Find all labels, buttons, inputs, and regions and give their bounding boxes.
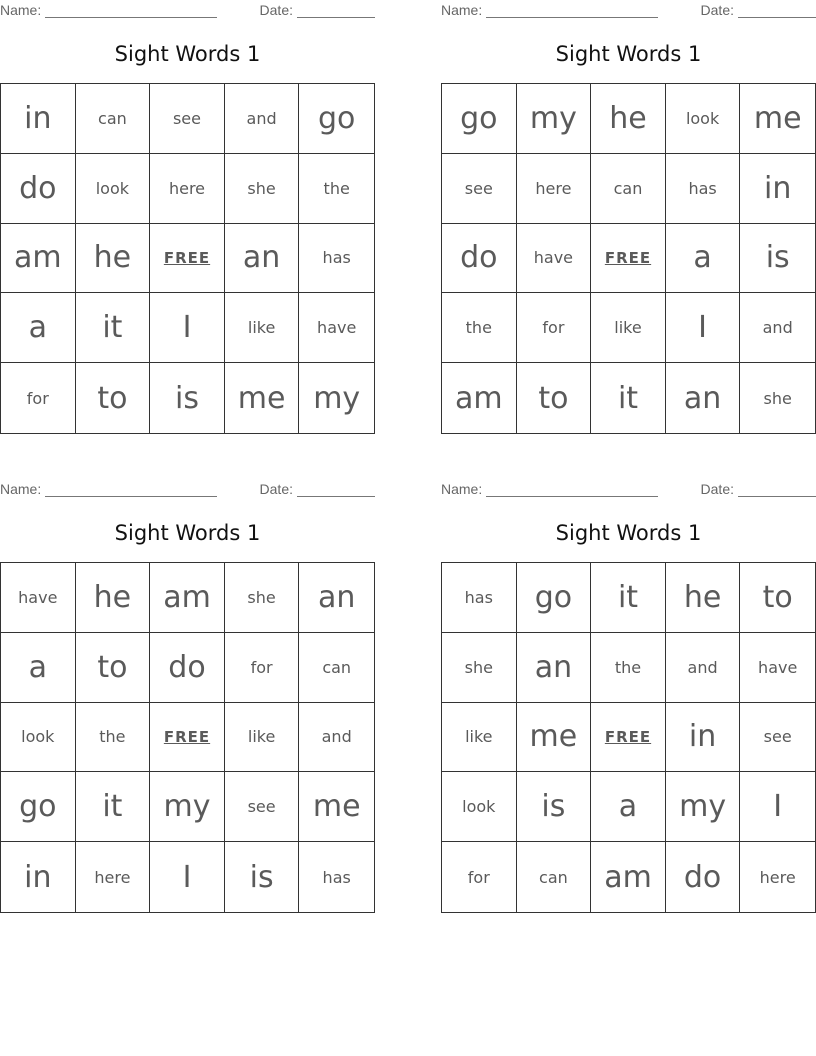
word-cell[interactable]: he — [76, 224, 151, 294]
word-cell[interactable]: here — [76, 842, 151, 912]
word-cell[interactable]: go — [517, 563, 592, 633]
word-cell[interactable]: can — [299, 633, 374, 703]
card-title: Sight Words 1 — [555, 521, 702, 545]
bingo-card-1 — [0, 0, 375, 440]
word-cell[interactable]: a — [591, 772, 666, 842]
word-cell[interactable]: do — [1, 154, 76, 224]
name-field[interactable] — [441, 481, 658, 497]
date-field[interactable] — [260, 2, 375, 18]
word-cell[interactable]: I — [740, 772, 815, 842]
bingo-card-3 — [0, 479, 375, 919]
date-field[interactable] — [701, 2, 816, 18]
date-field[interactable] — [701, 481, 816, 497]
word-cell[interactable]: to — [740, 563, 815, 633]
word-cell[interactable]: my — [666, 772, 741, 842]
word-cell[interactable]: for — [1, 363, 76, 433]
word-cell[interactable]: have — [740, 633, 815, 703]
word-cell[interactable]: see — [225, 772, 300, 842]
free-space-cell[interactable]: FREE — [150, 224, 225, 294]
date-label: Date: — [259, 481, 293, 497]
date-label: Date: — [700, 2, 734, 18]
word-cell[interactable]: in — [740, 154, 815, 224]
word-cell[interactable]: I — [150, 293, 225, 363]
word-cell[interactable]: is — [150, 363, 225, 433]
word-cell[interactable]: has — [322, 867, 351, 887]
word-cell[interactable]: in — [1, 842, 76, 912]
word-cell[interactable]: is — [740, 224, 815, 294]
name-field[interactable] — [441, 2, 658, 18]
word-cell[interactable]: do — [150, 633, 225, 703]
word-cell[interactable]: an — [666, 363, 741, 433]
word-cell[interactable]: and — [299, 703, 374, 773]
word-cell[interactable]: for — [442, 842, 517, 912]
word-cell[interactable]: do — [442, 224, 517, 294]
name-field[interactable] — [0, 481, 217, 497]
free-space-cell[interactable]: FREE — [591, 703, 666, 773]
name-label: Name: — [0, 2, 42, 18]
name-date-row — [0, 0, 375, 20]
word-cell[interactable]: like — [225, 703, 300, 773]
word-cell[interactable]: a — [666, 224, 741, 294]
word-cell[interactable]: here — [759, 867, 796, 887]
word-cell[interactable]: I — [666, 293, 741, 363]
word-cell[interactable]: see — [150, 84, 225, 154]
word-cell[interactable]: go — [1, 772, 76, 842]
word-cell[interactable]: for — [517, 293, 592, 363]
word-cell[interactable]: here — [517, 154, 592, 224]
word-cell[interactable]: has — [666, 154, 741, 224]
free-space-cell[interactable]: FREE — [591, 224, 666, 294]
word-cell[interactable]: am — [442, 363, 517, 433]
word-cell[interactable]: a — [1, 633, 76, 703]
bingo-card-2 — [441, 0, 816, 440]
word-cell[interactable]: an — [299, 563, 374, 633]
word-cell[interactable]: have — [299, 293, 374, 363]
word-cell[interactable]: look — [666, 84, 741, 154]
card-title: Sight Words 1 — [114, 521, 261, 545]
word-cell[interactable]: and — [666, 633, 741, 703]
word-cell[interactable]: see — [740, 703, 815, 773]
name-label: Name: — [441, 481, 483, 497]
word-cell[interactable]: she — [442, 633, 517, 703]
name-line — [45, 484, 217, 497]
date-line — [297, 5, 375, 18]
word-cell[interactable]: go — [299, 84, 374, 154]
word-cell[interactable]: look — [1, 703, 76, 773]
word-cell[interactable]: has — [299, 224, 374, 294]
date-line — [738, 484, 816, 497]
word-cell[interactable]: an — [225, 224, 300, 294]
date-label: Date: — [700, 481, 734, 497]
word-cell[interactable]: me — [225, 363, 300, 433]
word-cell[interactable]: a — [1, 293, 76, 363]
word-cell[interactable]: go — [442, 84, 517, 154]
bingo-grid — [441, 562, 816, 913]
word-cell[interactable]: for — [225, 633, 300, 703]
word-cell[interactable]: me — [517, 703, 592, 773]
bingo-grid — [0, 83, 375, 434]
word-cell[interactable]: me — [740, 84, 815, 154]
word-cell[interactable]: here — [150, 154, 225, 224]
word-cell[interactable]: like — [591, 293, 666, 363]
word-cell[interactable]: can — [591, 154, 666, 224]
name-line — [45, 5, 217, 18]
word-cell[interactable]: see — [442, 154, 517, 224]
word-cell[interactable]: she — [225, 563, 300, 633]
free-space-cell[interactable]: FREE — [150, 703, 225, 773]
word-cell[interactable]: has — [442, 563, 517, 633]
card-title: Sight Words 1 — [114, 42, 261, 66]
word-cell[interactable]: can — [76, 84, 151, 154]
word-cell[interactable]: the — [76, 703, 151, 773]
word-cell[interactable]: my — [517, 84, 592, 154]
bingo-grid — [441, 83, 816, 434]
word-cell[interactable]: she — [763, 388, 792, 408]
word-cell[interactable]: look — [76, 154, 151, 224]
word-cell[interactable]: it — [76, 293, 151, 363]
word-cell[interactable]: am — [150, 563, 225, 633]
word-cell[interactable]: he — [666, 563, 741, 633]
word-cell[interactable]: like — [225, 293, 300, 363]
word-cell[interactable]: am — [591, 842, 666, 912]
word-cell[interactable]: to — [517, 363, 592, 433]
name-line — [486, 484, 658, 497]
word-cell[interactable]: the — [442, 293, 517, 363]
word-cell[interactable]: the — [591, 633, 666, 703]
word-cell[interactable]: me — [299, 772, 374, 842]
name-line — [486, 5, 658, 18]
word-cell[interactable]: she — [225, 154, 300, 224]
word-cell[interactable]: have — [1, 563, 76, 633]
word-cell[interactable]: it — [76, 772, 151, 842]
date-line — [738, 5, 816, 18]
name-date-row — [441, 0, 816, 20]
date-label: Date: — [259, 2, 293, 18]
word-cell[interactable]: do — [666, 842, 741, 912]
card-title: Sight Words 1 — [555, 42, 702, 66]
word-cell[interactable]: and — [740, 293, 815, 363]
word-cell[interactable]: an — [517, 633, 592, 703]
word-cell[interactable]: look — [442, 772, 517, 842]
date-field[interactable] — [260, 481, 375, 497]
word-cell[interactable]: to — [76, 633, 151, 703]
word-cell[interactable]: it — [591, 563, 666, 633]
name-field[interactable] — [0, 2, 217, 18]
word-cell[interactable]: my — [313, 380, 361, 416]
word-cell[interactable]: is — [517, 772, 592, 842]
word-cell[interactable]: am — [1, 224, 76, 294]
word-cell[interactable]: it — [591, 363, 666, 433]
word-cell[interactable]: is — [225, 842, 300, 912]
name-label: Name: — [0, 481, 42, 497]
word-cell[interactable]: in — [666, 703, 741, 773]
word-cell[interactable]: the — [299, 154, 374, 224]
bingo-card-4 — [441, 479, 816, 919]
name-date-row — [441, 479, 816, 499]
word-cell[interactable]: he — [591, 84, 666, 154]
word-cell[interactable]: I — [150, 842, 225, 912]
name-date-row — [0, 479, 375, 499]
word-cell[interactable]: and — [225, 84, 300, 154]
word-cell[interactable]: like — [442, 703, 517, 773]
word-cell[interactable]: have — [517, 224, 592, 294]
date-line — [297, 484, 375, 497]
word-cell[interactable]: my — [150, 772, 225, 842]
word-cell[interactable]: to — [76, 363, 151, 433]
name-label: Name: — [441, 2, 483, 18]
word-cell[interactable]: can — [517, 842, 592, 912]
bingo-grid — [0, 562, 375, 913]
word-cell[interactable]: he — [76, 563, 151, 633]
word-cell[interactable]: in — [1, 84, 76, 154]
